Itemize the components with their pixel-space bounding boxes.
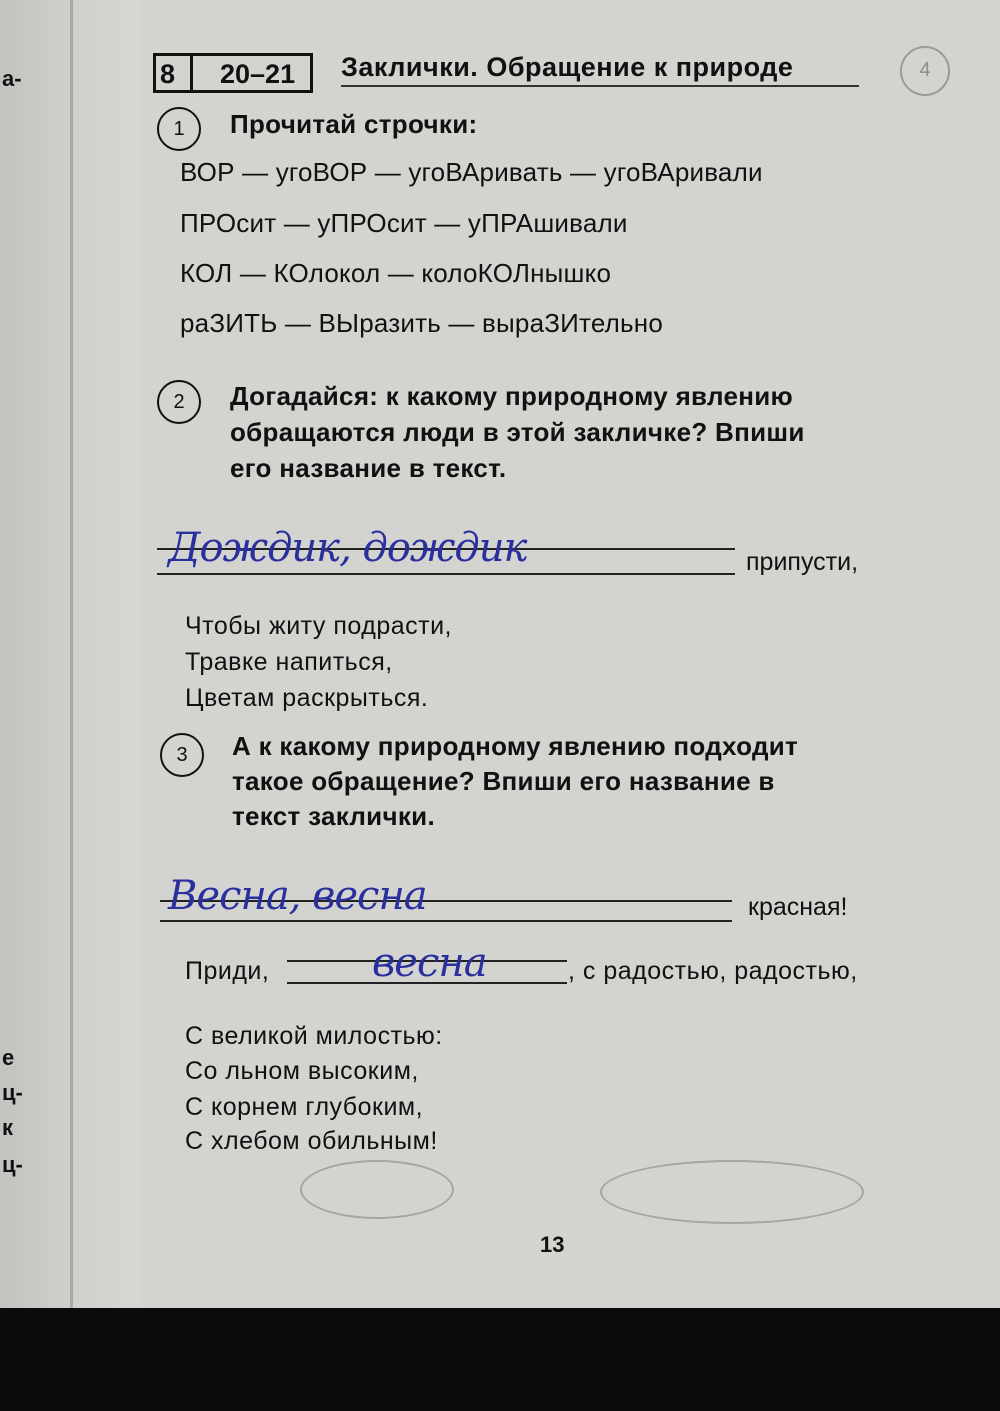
task-3-instruction-line-2: такое обращение? Впиши его название в — [232, 766, 775, 796]
bleed-decoration — [300, 1160, 454, 1219]
page-number: 13 — [540, 1232, 565, 1257]
task-1-row-4: раЗИТЬ — ВЫразить — выраЗИтельно — [180, 308, 663, 338]
handwritten-answer-task-3-second[interactable]: весна — [372, 940, 487, 986]
task-3-line-end: красная! — [748, 893, 848, 921]
writing-line — [157, 573, 735, 575]
task-2-poem-line-3: Цветам раскрыться. — [185, 684, 429, 712]
lesson-pages: 20–21 — [220, 59, 296, 89]
title-underline — [341, 85, 859, 87]
handwritten-answer-task-3[interactable]: Весна, весна — [168, 873, 427, 919]
lesson-title: Заклички. Обращение к природе — [341, 52, 794, 82]
bleed-decoration — [600, 1160, 864, 1224]
task-3-poem-line-4: С хлебом обильным! — [185, 1127, 438, 1155]
task-3-line-2-start: Приди, — [185, 957, 270, 985]
task-2-instruction-line-3: его название в текст. — [230, 453, 507, 483]
task-2-line-end: припусти, — [746, 548, 859, 576]
task-2-poem-line-1: Чтобы житу подрасти, — [185, 612, 452, 640]
task-1-row-1: ВОР — угоВОР — угоВАривать — угоВАривали — [180, 157, 763, 187]
left-fragment-3: ц- — [2, 1080, 23, 1105]
task-3-instruction-line-1: А к какому природному явлению подходит — [232, 731, 799, 761]
lesson-badge — [153, 53, 313, 93]
task-3-instruction-line-3: текст заклички. — [232, 801, 435, 831]
task-1-row-3: КОЛ — КОлокол — колоКОЛнышко — [180, 258, 612, 288]
handwritten-answer-task-2[interactable]: Дождик, дождик — [168, 525, 527, 571]
left-fragment-4: к — [2, 1115, 14, 1140]
task-3-poem-line-3: С корнем глубоким, — [185, 1093, 424, 1121]
task-2-instruction-line-2: обращаются люди в этой закличке? Впиши — [230, 417, 805, 447]
task-3-poem-line-1: С великой милостью: — [185, 1022, 443, 1050]
writing-line — [160, 920, 732, 922]
task-3-poem-line-2: Со льном высоким, — [185, 1057, 419, 1085]
lesson-number: 8 — [160, 59, 176, 89]
gutter-fold — [70, 0, 73, 1308]
left-fragment-2: е — [2, 1045, 15, 1070]
task-2-poem-line-2: Травке напиться, — [185, 648, 393, 676]
task-2-instruction-line-1: Догадайся: к какому природному явлению — [230, 381, 794, 411]
task-1-instruction: Прочитай строчки: — [230, 109, 478, 139]
task-3-number: 3 — [160, 733, 204, 777]
task-1-row-2: ПРОсит — уПРОсит — уПРАшивали — [180, 208, 628, 238]
left-fragment-5: ц- — [2, 1152, 23, 1177]
corner-circle-number: 4 — [900, 46, 950, 96]
task-1-number: 1 — [157, 107, 201, 151]
left-fragment-1: а- — [2, 66, 22, 91]
task-2-number: 2 — [157, 380, 201, 424]
task-3-line-2-end: , с радостью, радостью, — [568, 957, 858, 985]
badge-divider — [190, 56, 193, 90]
